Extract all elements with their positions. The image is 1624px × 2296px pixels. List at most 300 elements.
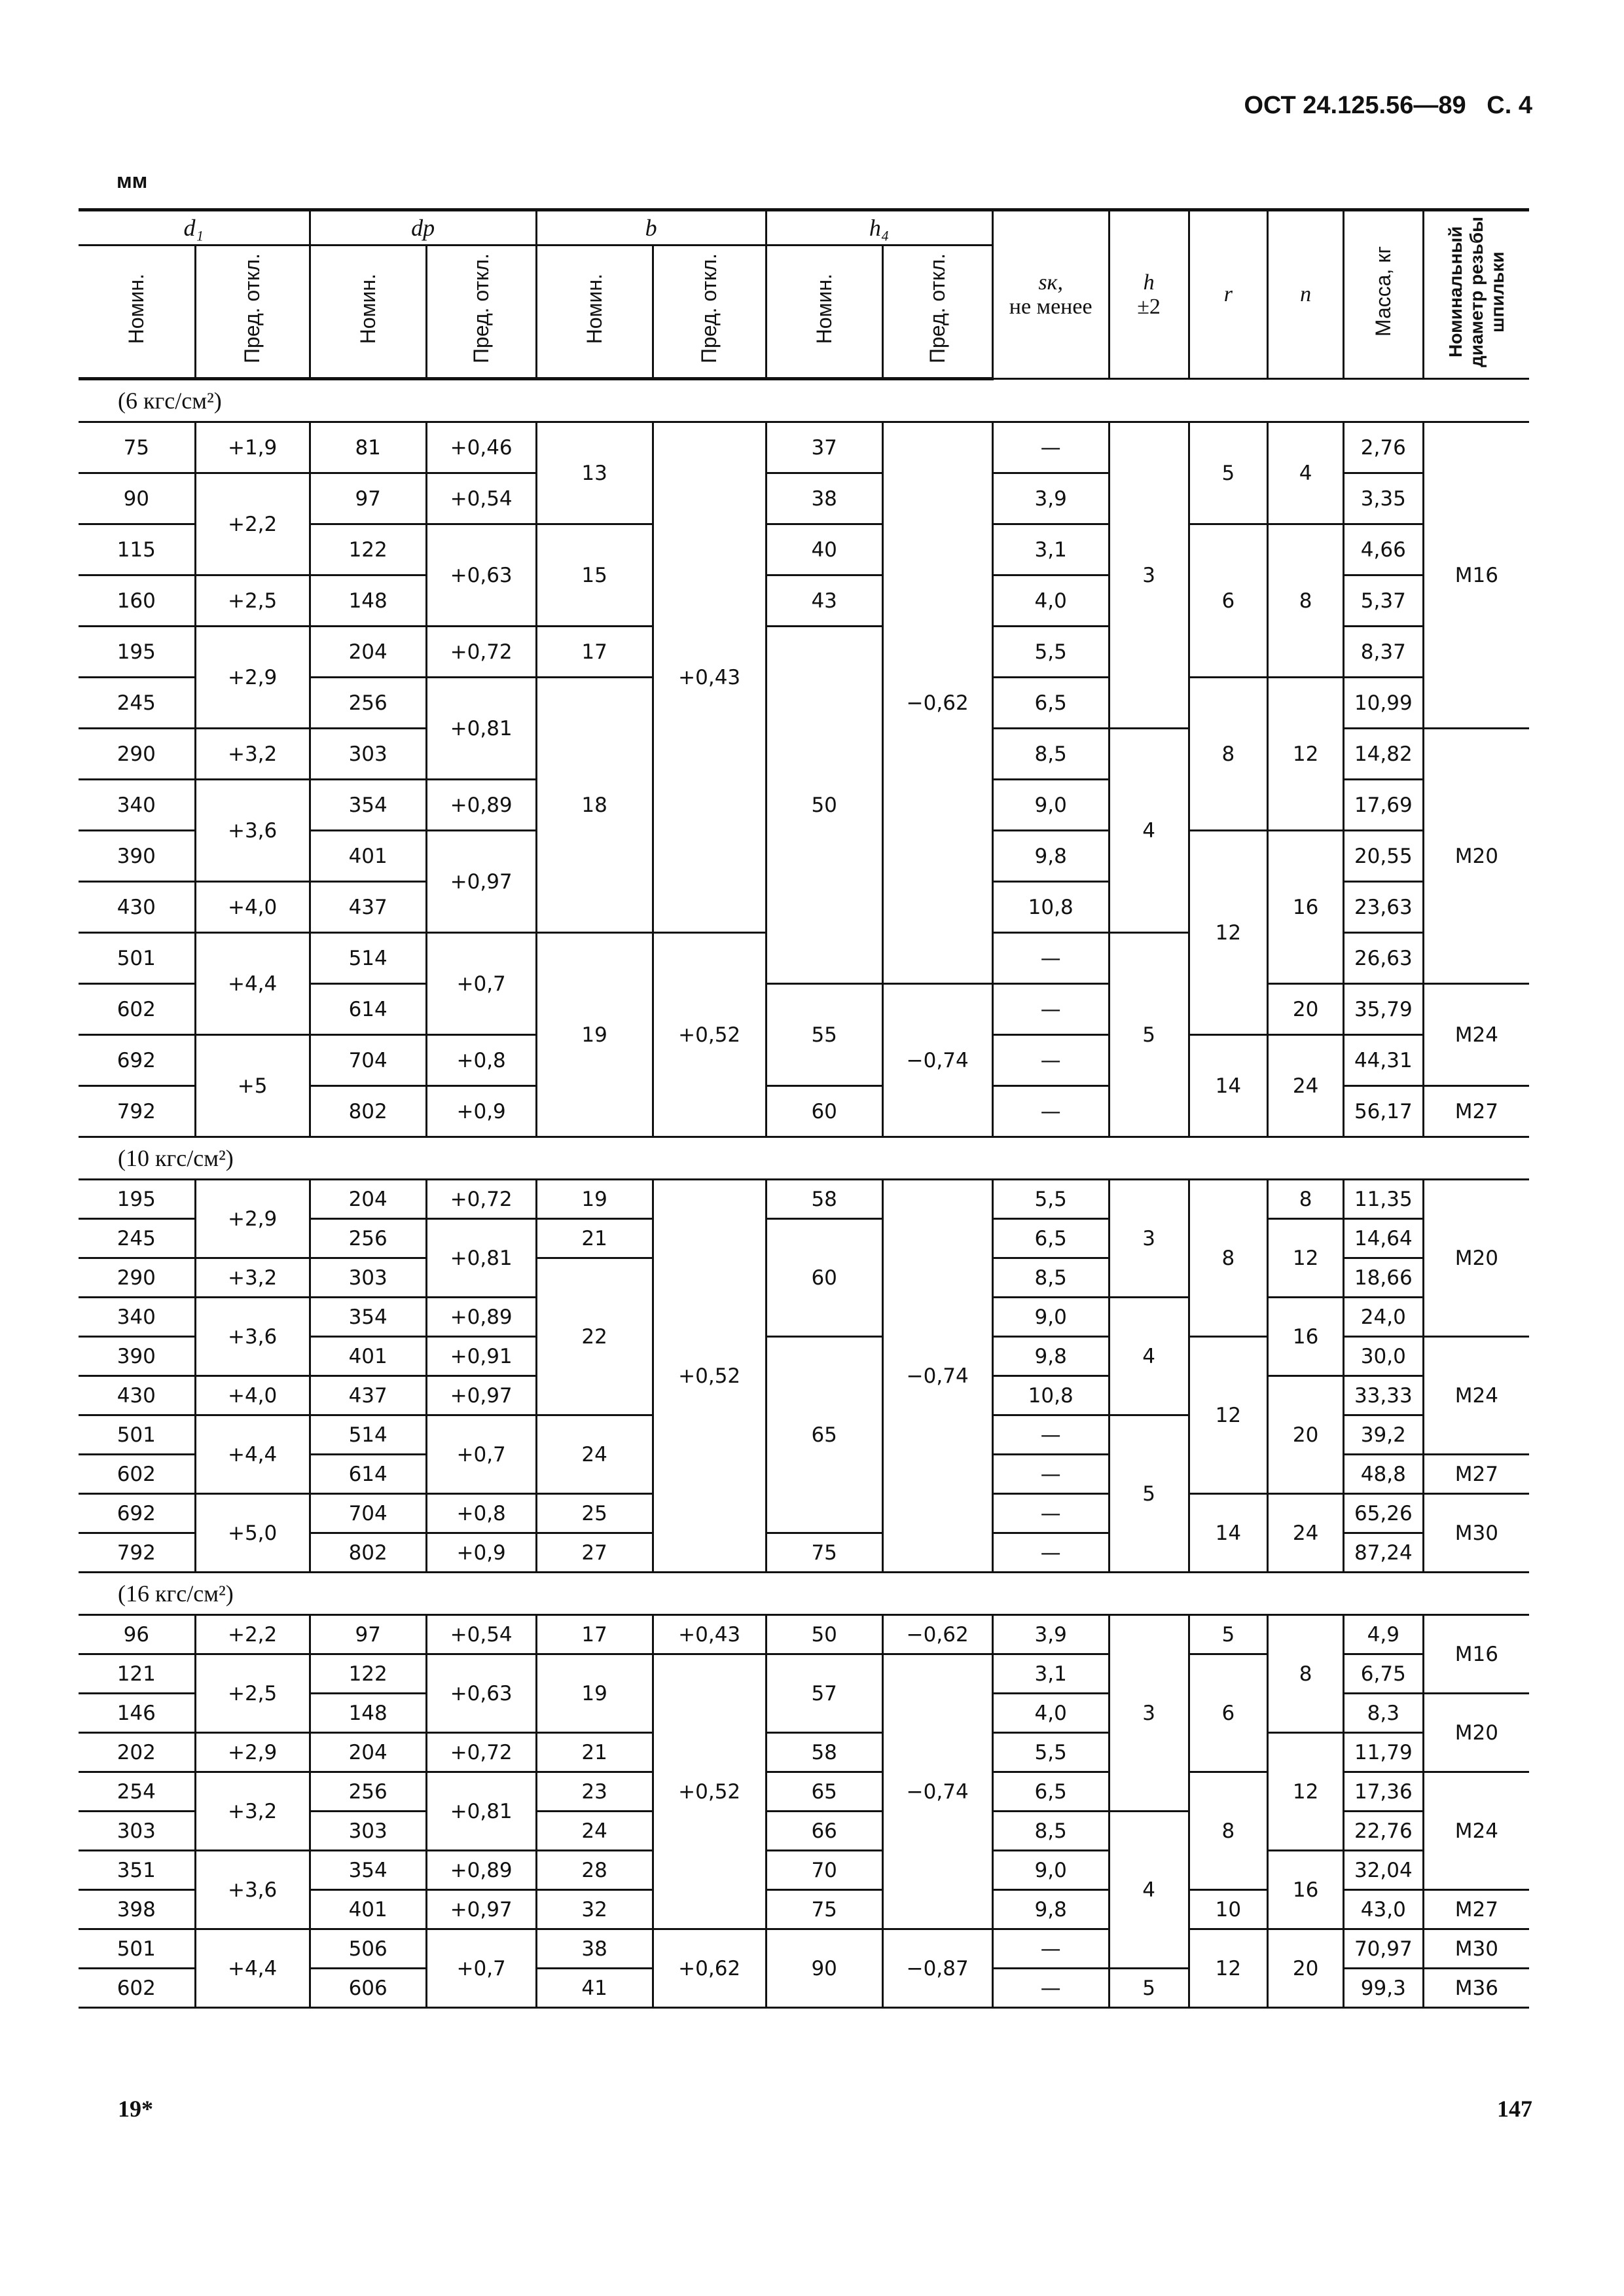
cell-h: 5 [1109, 933, 1189, 1137]
cell-d1n: 195 [79, 1180, 195, 1219]
cell-sk: 9,8 [992, 831, 1109, 882]
cell-dpt: +0,9 [426, 1086, 536, 1137]
cell-dpn: 256 [310, 678, 426, 729]
cell-dpn: 97 [310, 473, 426, 524]
cell-mass: 10,99 [1343, 678, 1423, 729]
cell-dpt: +0,72 [426, 1733, 536, 1772]
cell-d1n: 254 [79, 1772, 195, 1812]
cell-d1n: 290 [79, 729, 195, 780]
cell-mass: 56,17 [1343, 1086, 1423, 1137]
cell-dpt: +0,7 [426, 933, 536, 1035]
cell-h4n: 50 [766, 1615, 882, 1654]
col-dp-nom: Номин. [310, 246, 426, 379]
cell-dpn: 354 [310, 1851, 426, 1890]
col-r: r [1189, 210, 1268, 379]
cell-d1n: 245 [79, 678, 195, 729]
cell-d1n: 290 [79, 1258, 195, 1298]
cell-d1t: +3,2 [195, 1772, 310, 1851]
cell-n: 12 [1268, 1733, 1344, 1851]
cell-dpt: +0,54 [426, 473, 536, 524]
cell-h4t: −0,74 [882, 1654, 992, 1929]
cell-bn: 23 [536, 1772, 653, 1812]
cell-dpn: 204 [310, 627, 426, 678]
cell-dpt: +0,8 [426, 1494, 536, 1533]
cell-d1n: 340 [79, 1298, 195, 1337]
cell-dpn: 148 [310, 1694, 426, 1733]
cell-bt: +0,52 [653, 933, 766, 1137]
cell-dpn: 704 [310, 1494, 426, 1533]
cell-h4n: 60 [766, 1219, 882, 1337]
page-number: 147 [1497, 2096, 1532, 2122]
cell-sk: — [992, 1035, 1109, 1086]
cell-sk: — [992, 1494, 1109, 1533]
cell-d1n: 501 [79, 1415, 195, 1455]
cell-d1t: +3,2 [195, 729, 310, 780]
cell-mass: 65,26 [1343, 1494, 1423, 1533]
cell-dpt: +0,97 [426, 1890, 536, 1929]
cell-dpn: 354 [310, 780, 426, 831]
cell-bn: 24 [536, 1415, 653, 1494]
cell-h: 4 [1109, 1812, 1189, 1969]
cell-h4t: −0,87 [882, 1929, 992, 2008]
cell-d1n: 340 [79, 780, 195, 831]
cell-sk: 3,9 [992, 1615, 1109, 1654]
cell-mass: 6,75 [1343, 1654, 1423, 1694]
cell-bt: +0,62 [653, 1929, 766, 2008]
cell-mass: 30,0 [1343, 1337, 1423, 1376]
cell-d1t: +4,4 [195, 933, 310, 1035]
table-row [79, 1733, 1529, 1772]
cell-bn: 28 [536, 1851, 653, 1890]
cell-bn: 18 [536, 678, 653, 933]
cell-thread: M30 [1423, 1494, 1529, 1573]
cell-sk: 5,5 [992, 1180, 1109, 1219]
cell-h4n: 75 [766, 1533, 882, 1573]
section-label: (6 кгс/см²) [118, 388, 222, 414]
cell-d1n: 90 [79, 473, 195, 524]
cell-bn: 22 [536, 1258, 653, 1415]
cell-dpt: +0,9 [426, 1533, 536, 1573]
cell-h4n: 65 [766, 1337, 882, 1533]
cell-thread: M16 [1423, 1615, 1529, 1694]
cell-dpn: 303 [310, 1812, 426, 1851]
cell-r: 8 [1189, 1772, 1268, 1890]
cell-bn: 13 [536, 422, 653, 524]
cell-bn: 17 [536, 627, 653, 678]
cell-dpt: +0,46 [426, 422, 536, 473]
cell-dpn: 437 [310, 882, 426, 933]
cell-bt: +0,52 [653, 1654, 766, 1929]
cell-dpn: 704 [310, 1035, 426, 1086]
cell-r: 12 [1189, 1337, 1268, 1494]
cell-sk: 8,5 [992, 729, 1109, 780]
cell-n: 16 [1268, 1851, 1344, 1929]
cell-r: 8 [1189, 678, 1268, 831]
cell-sk: 10,8 [992, 882, 1109, 933]
cell-d1n: 602 [79, 1455, 195, 1494]
doc-code: ОСТ 24.125.56—89 [1244, 92, 1466, 119]
cell-mass: 24,0 [1343, 1298, 1423, 1337]
cell-d1t: +2,2 [195, 473, 310, 575]
cell-h4t: −0,62 [882, 1615, 992, 1654]
cell-bn: 41 [536, 1969, 653, 2008]
cell-bt: +0,43 [653, 422, 766, 933]
cell-bn: 19 [536, 1654, 653, 1733]
cell-dpn: 606 [310, 1969, 426, 2008]
cell-dpn: 204 [310, 1733, 426, 1772]
cell-bn: 21 [536, 1733, 653, 1772]
col-h4-tol: Пред. откл. [882, 246, 992, 379]
cell-d1n: 430 [79, 1376, 195, 1415]
cell-dpt: +0,81 [426, 1772, 536, 1851]
cell-mass: 11,35 [1343, 1180, 1423, 1219]
cell-r: 6 [1189, 1654, 1268, 1772]
col-b-tol: Пред. откл. [653, 246, 766, 379]
cell-dpn: 122 [310, 524, 426, 575]
cell-h4n: 37 [766, 422, 882, 473]
cell-bt: +0,52 [653, 1180, 766, 1573]
cell-h4n: 70 [766, 1851, 882, 1890]
cell-dpt: +0,97 [426, 1376, 536, 1415]
cell-bn: 32 [536, 1890, 653, 1929]
cell-dpn: 148 [310, 575, 426, 627]
cell-d1n: 692 [79, 1035, 195, 1086]
cell-sk: 5,5 [992, 1733, 1109, 1772]
col-n: n [1268, 210, 1344, 379]
cell-thread: M20 [1423, 1694, 1529, 1772]
section-label: (16 кгс/см²) [118, 1580, 234, 1607]
page-ref: С. 4 [1487, 92, 1532, 119]
col-d1-nom: Номин. [79, 246, 195, 379]
cell-dpn: 303 [310, 1258, 426, 1298]
footer-signature: 19* [118, 2096, 153, 2122]
cell-sk: 10,8 [992, 1376, 1109, 1415]
cell-d1n: 602 [79, 1969, 195, 2008]
cell-mass: 4,66 [1343, 524, 1423, 575]
cell-h: 4 [1109, 1298, 1189, 1415]
cell-d1t: +4,0 [195, 1376, 310, 1415]
cell-d1t: +3,6 [195, 1851, 310, 1929]
cell-h4n: 55 [766, 984, 882, 1086]
cell-n: 20 [1268, 984, 1344, 1035]
cell-dpt: +0,89 [426, 1298, 536, 1337]
cell-d1t: +2,2 [195, 1615, 310, 1654]
cell-dpt: +0,8 [426, 1035, 536, 1086]
cell-r: 6 [1189, 524, 1268, 678]
cell-r: 10 [1189, 1890, 1268, 1929]
cell-r: 12 [1189, 831, 1268, 1035]
cell-sk: 9,8 [992, 1337, 1109, 1376]
cell-mass: 70,97 [1343, 1929, 1423, 1969]
cell-n: 8 [1268, 1180, 1344, 1219]
cell-n: 12 [1268, 1219, 1344, 1298]
cell-h: 4 [1109, 729, 1189, 933]
cell-n: 24 [1268, 1035, 1344, 1137]
cell-sk: 3,1 [992, 1654, 1109, 1694]
cell-sk: 9,0 [992, 1851, 1109, 1890]
cell-n: 4 [1268, 422, 1344, 524]
cell-h4n: 75 [766, 1890, 882, 1929]
cell-bn: 24 [536, 1812, 653, 1851]
cell-d1n: 303 [79, 1812, 195, 1851]
cell-bn: 19 [536, 933, 653, 1137]
cell-thread: M27 [1423, 1890, 1529, 1929]
cell-sk: 6,5 [992, 1772, 1109, 1812]
cell-dpt: +0,72 [426, 1180, 536, 1219]
cell-sk: — [992, 422, 1109, 473]
table-row [79, 1929, 1529, 1969]
cell-d1t: +3,2 [195, 1258, 310, 1298]
col-d1: d₁ [79, 210, 310, 246]
cell-thread: M36 [1423, 1969, 1529, 2008]
cell-mass: 17,69 [1343, 780, 1423, 831]
cell-h4n: 50 [766, 627, 882, 984]
cell-d1t: +4,4 [195, 1929, 310, 2008]
cell-dpt: +0,63 [426, 1654, 536, 1733]
cell-dpn: 514 [310, 1415, 426, 1455]
cell-h4n: 65 [766, 1772, 882, 1812]
cell-mass: 48,8 [1343, 1455, 1423, 1494]
cell-thread: M24 [1423, 984, 1529, 1086]
col-mass: Масса, кг [1343, 210, 1423, 379]
cell-dpn: 514 [310, 933, 426, 984]
cell-d1t: +4,4 [195, 1415, 310, 1494]
col-thread: Номинальный диаметр резьбы шпильки [1423, 210, 1529, 379]
cell-sk: — [992, 1929, 1109, 1969]
cell-n: 24 [1268, 1494, 1344, 1573]
cell-r: 14 [1189, 1035, 1268, 1137]
cell-d1t: +5,0 [195, 1494, 310, 1573]
cell-n: 12 [1268, 678, 1344, 831]
cell-dpn: 802 [310, 1533, 426, 1573]
cell-bn: 15 [536, 524, 653, 627]
cell-dpn: 614 [310, 1455, 426, 1494]
cell-dpn: 437 [310, 1376, 426, 1415]
cell-dpt: +0,54 [426, 1615, 536, 1654]
cell-h: 5 [1109, 1415, 1189, 1573]
cell-dpn: 122 [310, 1654, 426, 1694]
cell-sk: — [992, 1455, 1109, 1494]
cell-h: 3 [1109, 422, 1189, 729]
cell-mass: 8,37 [1343, 627, 1423, 678]
cell-dpn: 506 [310, 1929, 426, 1969]
cell-h4n: 43 [766, 575, 882, 627]
cell-bn: 25 [536, 1494, 653, 1533]
cell-sk: — [992, 933, 1109, 984]
cell-sk: — [992, 1415, 1109, 1455]
table-row [79, 1851, 1529, 1890]
cell-h: 5 [1109, 1969, 1189, 2008]
cell-n: 20 [1268, 1929, 1344, 2008]
cell-d1n: 602 [79, 984, 195, 1035]
cell-mass: 23,63 [1343, 882, 1423, 933]
cell-h4n: 90 [766, 1929, 882, 2008]
cell-dpt: +0,7 [426, 1415, 536, 1494]
cell-mass: 20,55 [1343, 831, 1423, 882]
cell-d1t: +2,5 [195, 1654, 310, 1733]
cell-r: 8 [1189, 1180, 1268, 1337]
cell-n: 16 [1268, 831, 1344, 984]
cell-n: 8 [1268, 524, 1344, 678]
cell-d1t: +2,9 [195, 627, 310, 729]
cell-d1n: 160 [79, 575, 195, 627]
cell-dpt: +0,97 [426, 831, 536, 933]
cell-mass: 99,3 [1343, 1969, 1423, 2008]
cell-dpt: +0,72 [426, 627, 536, 678]
col-h4: h₄ [766, 210, 992, 246]
cell-mass: 26,63 [1343, 933, 1423, 984]
cell-d1t: +1,9 [195, 422, 310, 473]
cell-r: 14 [1189, 1494, 1268, 1573]
cell-n: 8 [1268, 1615, 1344, 1733]
cell-mass: 4,9 [1343, 1615, 1423, 1654]
cell-mass: 87,24 [1343, 1533, 1423, 1573]
cell-sk: — [992, 984, 1109, 1035]
cell-thread: M27 [1423, 1086, 1529, 1137]
cell-mass: 17,36 [1343, 1772, 1423, 1812]
cell-thread: M24 [1423, 1337, 1529, 1455]
cell-h4n: 58 [766, 1733, 882, 1772]
cell-sk: — [992, 1086, 1109, 1137]
cell-sk: 3,1 [992, 524, 1109, 575]
cell-d1n: 202 [79, 1733, 195, 1772]
cell-h4t: −0,74 [882, 984, 992, 1137]
cell-sk: 6,5 [992, 678, 1109, 729]
cell-bn: 27 [536, 1533, 653, 1573]
col-dp-tol: Пред. откл. [426, 246, 536, 379]
cell-d1n: 96 [79, 1615, 195, 1654]
cell-d1n: 501 [79, 1929, 195, 1969]
cell-d1n: 398 [79, 1890, 195, 1929]
cell-dpt: +0,89 [426, 1851, 536, 1890]
cell-mass: 2,76 [1343, 422, 1423, 473]
cell-dpt: +0,63 [426, 524, 536, 627]
cell-dpn: 614 [310, 984, 426, 1035]
cell-mass: 32,04 [1343, 1851, 1423, 1890]
cell-dpn: 81 [310, 422, 426, 473]
cell-h4n: 58 [766, 1180, 882, 1219]
cell-mass: 14,82 [1343, 729, 1423, 780]
cell-mass: 11,79 [1343, 1733, 1423, 1772]
cell-thread: M24 [1423, 1772, 1529, 1890]
cell-d1t: +2,9 [195, 1733, 310, 1772]
cell-d1n: 351 [79, 1851, 195, 1890]
cell-h: 3 [1109, 1615, 1189, 1812]
cell-h4n: 57 [766, 1654, 882, 1733]
cell-mass: 18,66 [1343, 1258, 1423, 1298]
cell-dpt: +0,91 [426, 1337, 536, 1376]
cell-d1n: 501 [79, 933, 195, 984]
cell-d1t: +2,9 [195, 1180, 310, 1258]
cell-sk: 6,5 [992, 1219, 1109, 1258]
cell-mass: 22,76 [1343, 1812, 1423, 1851]
col-b: b [536, 210, 766, 246]
cell-d1n: 792 [79, 1533, 195, 1573]
cell-h4n: 40 [766, 524, 882, 575]
cell-dpn: 401 [310, 1890, 426, 1929]
cell-d1n: 390 [79, 831, 195, 882]
table-row [79, 1180, 1529, 1219]
table-row [79, 422, 1529, 473]
cell-h4n: 60 [766, 1086, 882, 1137]
cell-d1t: +4,0 [195, 882, 310, 933]
col-sk: sк, не менее [992, 210, 1109, 379]
cell-r: 5 [1189, 422, 1268, 524]
cell-dpn: 401 [310, 831, 426, 882]
cell-n: 16 [1268, 1298, 1344, 1376]
cell-dpt: +0,81 [426, 678, 536, 780]
cell-d1n: 430 [79, 882, 195, 933]
cell-dpn: 802 [310, 1086, 426, 1137]
col-h4-nom: Номин. [766, 246, 882, 379]
cell-mass: 33,33 [1343, 1376, 1423, 1415]
cell-mass: 39,2 [1343, 1415, 1423, 1455]
cell-h4n: 38 [766, 473, 882, 524]
cell-h4n: 66 [766, 1812, 882, 1851]
dimensions-table [79, 208, 1529, 2009]
cell-d1n: 146 [79, 1694, 195, 1733]
cell-thread: M30 [1423, 1929, 1529, 1969]
cell-thread: M20 [1423, 1180, 1529, 1337]
cell-d1n: 792 [79, 1086, 195, 1137]
cell-bn: 17 [536, 1615, 653, 1654]
cell-dpt: +0,89 [426, 780, 536, 831]
cell-h4t: −0,62 [882, 422, 992, 984]
cell-sk: 9,8 [992, 1890, 1109, 1929]
cell-sk: 3,9 [992, 473, 1109, 524]
col-d1-tol: Пред. откл. [195, 246, 310, 379]
cell-sk: 8,5 [992, 1258, 1109, 1298]
unit-label: мм [117, 169, 148, 192]
cell-d1n: 121 [79, 1654, 195, 1694]
cell-bn: 19 [536, 1180, 653, 1219]
cell-mass: 3,35 [1343, 473, 1423, 524]
table-row [79, 1615, 1529, 1654]
cell-dpn: 256 [310, 1772, 426, 1812]
cell-d1t: +3,6 [195, 1298, 310, 1376]
document-header [1244, 92, 1532, 120]
cell-dpn: 401 [310, 1337, 426, 1376]
cell-sk: 4,0 [992, 575, 1109, 627]
col-h: h ±2 [1109, 210, 1189, 379]
cell-d1t: +3,6 [195, 780, 310, 882]
cell-thread: M27 [1423, 1455, 1529, 1494]
cell-mass: 5,37 [1343, 575, 1423, 627]
cell-dpn: 97 [310, 1615, 426, 1654]
cell-dpn: 204 [310, 1180, 426, 1219]
cell-sk: 5,5 [992, 627, 1109, 678]
cell-dpt: +0,7 [426, 1929, 536, 2008]
cell-sk: 9,0 [992, 1298, 1109, 1337]
cell-d1n: 245 [79, 1219, 195, 1258]
cell-d1n: 390 [79, 1337, 195, 1376]
cell-d1n: 75 [79, 422, 195, 473]
cell-thread: M20 [1423, 729, 1529, 984]
cell-h: 3 [1109, 1180, 1189, 1298]
cell-r: 12 [1189, 1929, 1268, 2008]
cell-thread: M16 [1423, 422, 1529, 729]
col-dp: dр [310, 210, 536, 246]
cell-mass: 43,0 [1343, 1890, 1423, 1929]
cell-mass: 8,3 [1343, 1694, 1423, 1733]
cell-dpn: 256 [310, 1219, 426, 1258]
cell-d1n: 115 [79, 524, 195, 575]
cell-d1t: +5 [195, 1035, 310, 1137]
cell-bn: 38 [536, 1929, 653, 1969]
cell-bn: 21 [536, 1219, 653, 1258]
cell-mass: 14,64 [1343, 1219, 1423, 1258]
cell-sk: 4,0 [992, 1694, 1109, 1733]
